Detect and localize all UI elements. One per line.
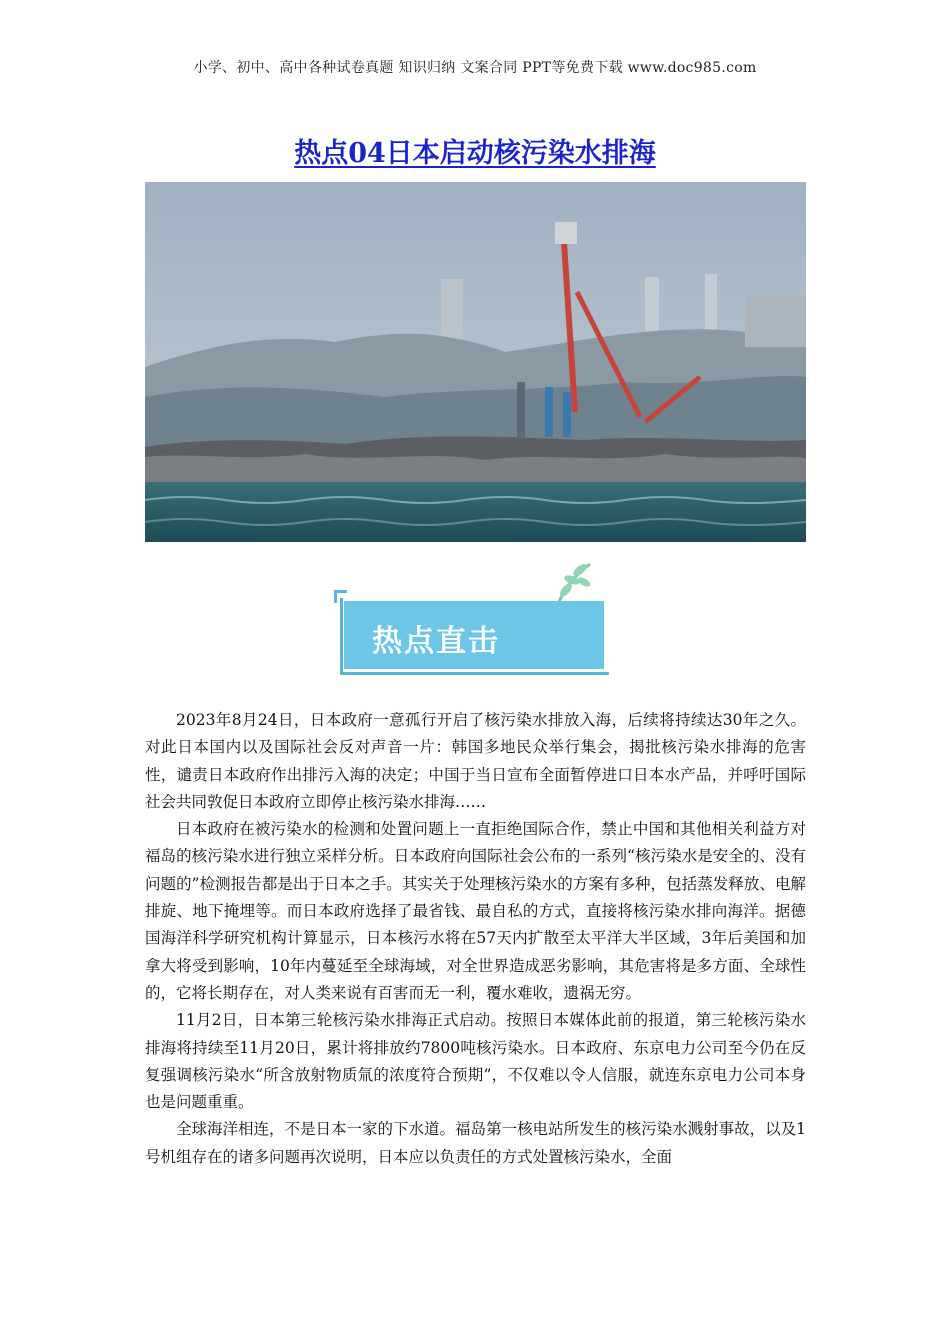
- section-badge: [332, 560, 612, 675]
- paragraph: 2023年8月24日，日本政府一意孤行开启了核污染水排放入海，后续将持续达30年之久。对此日本国内以及国际社会反对声音一片：韩国多地民众举行集会，揭批核污染水排海的危害性，谴责日本政府作出排污入海的决定；中国于当日宣布全面暂停进口日本水产品，并呼吁国际社会共同敦促日本政府立即停止核污染水排海……: [145, 711, 806, 811]
- article-photo: [145, 182, 806, 542]
- badge-label: 热点直击: [372, 624, 500, 659]
- article-body: [145, 707, 806, 1171]
- paragraph: 日本政府在被污染水的检测和处置问题上一直拒绝国际合作，禁止中国和其他相关利益方对福岛的核污染水进行独立采样分析。日本政府向国际社会公布的一系列“核污染水是安全的、没有问题的”检测报告都是出于日本之手。其实关于处理核污染水的方案有多种，包括蒸发释放、电解排旋、地下掩埋等。而日本政府选择了最省钱、最自私的方式，直接将核污染水排向海洋。据德国海洋科学研究机构计算显示，日本核污水将在57天内扩散至太平洋大半区域，3年后美国和加拿大将受到影响，10年内蔓延至全球海域，对全世界造成恶劣影响，其危害将是多方面、全球性的，它将长期存在，对人类来说有百害而无一利，覆水难收，遗祸无穷。: [145, 820, 806, 1002]
- page-title[interactable]: 热点04日本启动核污染水排海: [294, 138, 656, 169]
- paragraph: 11月2日，日本第三轮核污染水排海正式启动。按照日本媒体此前的报道，第三轮核污染水排海将持续至11月20日，累计将排放约7800吨核污染水。日本政府、东京电力公司至今仍在反复强调核污染水“所含放射物质氚的浓度符合预期”，不仅难以令人信服，就连东京电力公司本身也是问题重重。: [145, 1011, 806, 1112]
- paragraph: 全球海洋相连，不是日本一家的下水道。福岛第一核电站所发生的核污染水溅射事故，以及1号机组存在的诸多问题再次说明，日本应以负责任的方式处置核污染水，全面: [145, 1120, 806, 1166]
- page-header: 小学、初中、高中各种试卷真题 知识归纳 文案合同 PPT等免费下载 www.doc985.com: [193, 60, 757, 76]
